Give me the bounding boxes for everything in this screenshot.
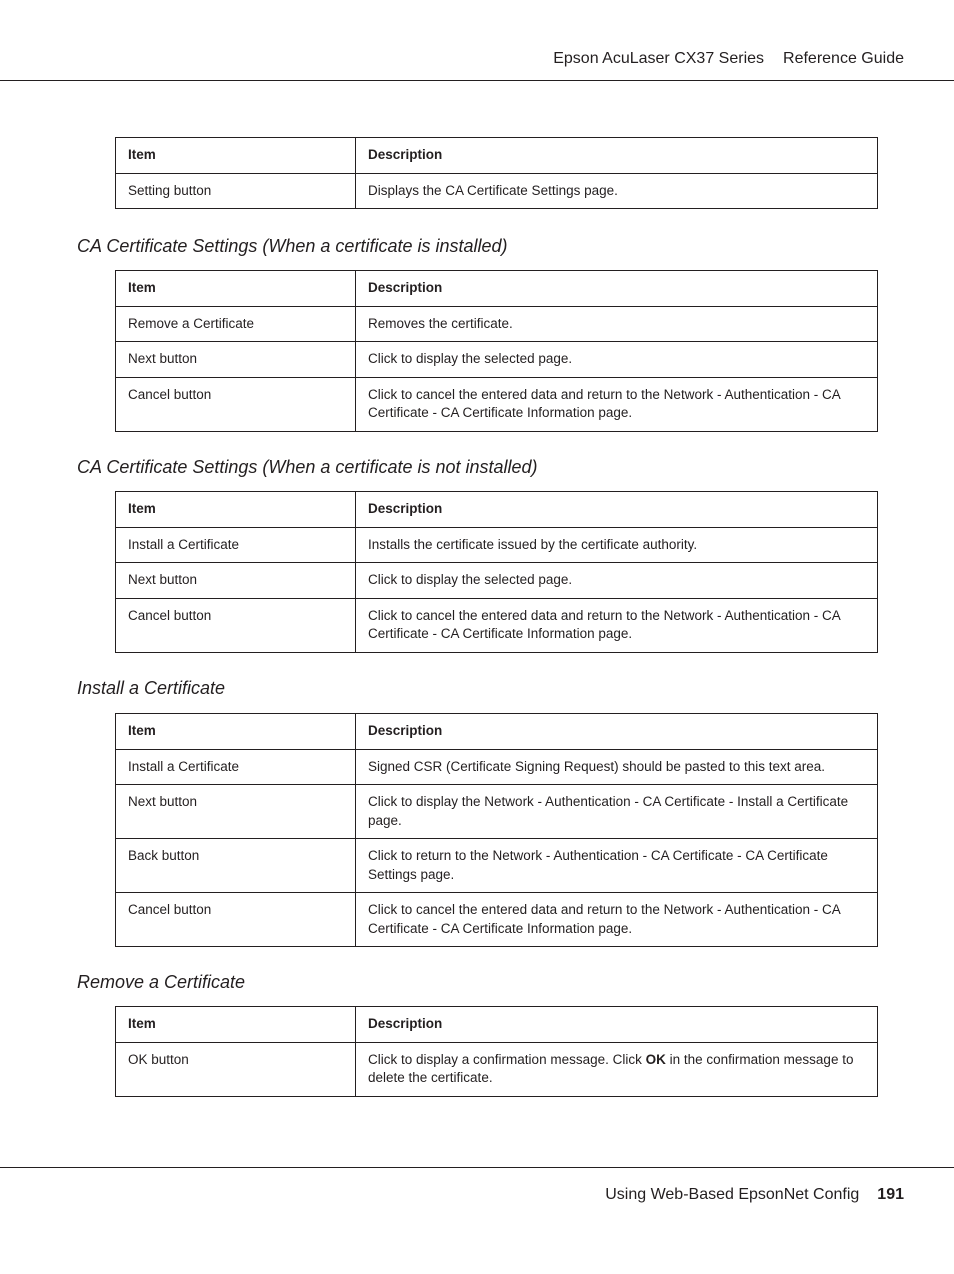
item-cell: OK button <box>116 1042 356 1096</box>
item-cell: Cancel button <box>116 893 356 947</box>
table-row <box>116 839 878 893</box>
table-header-row <box>116 138 878 174</box>
description-cell <box>356 1042 878 1096</box>
page-header <box>553 50 904 68</box>
item-cell: Next button <box>116 785 356 839</box>
description-cell: Installs the certificate issued by the certificate authority. <box>356 527 878 563</box>
guide-name: Reference Guide <box>783 50 904 67</box>
column-header-item: Item <box>116 138 356 174</box>
table-header-row <box>116 1007 878 1043</box>
table-header-row <box>116 271 878 307</box>
table-row <box>116 342 878 378</box>
remove-certificate-table <box>115 1006 878 1097</box>
column-header-item: Item <box>116 271 356 307</box>
table-row <box>116 893 878 947</box>
table-row <box>116 749 878 785</box>
product-name: Epson AcuLaser CX37 Series <box>553 50 765 67</box>
item-cell: Setting button <box>116 173 356 209</box>
description-text: Click to display a confirmation message. Click <box>368 1051 646 1067</box>
page-number: 191 <box>877 1186 904 1203</box>
column-header-item: Item <box>116 714 356 750</box>
column-header-description: Description <box>356 271 878 307</box>
item-cell: Next button <box>116 342 356 378</box>
install-certificate-table <box>115 713 878 947</box>
description-cell: Click to cancel the entered data and return to the Network - Authentication - CA Certificate - CA Certificate Information page. <box>356 377 878 431</box>
section-title: CA Certificate Settings (When a certificate is installed) <box>77 236 508 256</box>
table-row <box>116 527 878 563</box>
description-cell: Click to display the selected page. <box>356 342 878 378</box>
column-header-description: Description <box>356 714 878 750</box>
table-header-row <box>116 714 878 750</box>
item-cell: Install a Certificate <box>116 749 356 785</box>
chapter-title: Using Web-Based EpsonNet Config <box>605 1186 860 1203</box>
description-cell: Signed CSR (Certificate Signing Request) should be pasted to this text area. <box>356 749 878 785</box>
column-header-description: Description <box>356 1007 878 1043</box>
ok-emphasis: OK <box>645 1051 666 1067</box>
header-rule <box>0 80 954 81</box>
table-row <box>116 785 878 839</box>
description-cell: Click to cancel the entered data and return to the Network - Authentication - CA Certificate - CA Certificate Information page. <box>356 598 878 652</box>
setting-table <box>115 137 878 209</box>
item-cell: Back button <box>116 839 356 893</box>
description-text: in the confirmation message to delete the certificate. <box>368 1051 854 1085</box>
column-header-description: Description <box>356 492 878 528</box>
section-title: CA Certificate Settings (When a certificate is not installed) <box>77 457 538 477</box>
item-cell: Next button <box>116 563 356 599</box>
table-row <box>116 306 878 342</box>
ca-settings-not-installed-table <box>115 491 878 653</box>
description-cell: Click to cancel the entered data and return to the Network - Authentication - CA Certificate - CA Certificate Information page. <box>356 893 878 947</box>
page-footer <box>605 1186 904 1204</box>
footer-rule <box>0 1167 954 1168</box>
table-row <box>116 598 878 652</box>
item-cell: Cancel button <box>116 598 356 652</box>
table-row <box>116 377 878 431</box>
description-cell: Click to display the Network - Authentication - CA Certificate - Install a Certificate page. <box>356 785 878 839</box>
column-header-description: Description <box>356 138 878 174</box>
description-cell: Click to return to the Network - Authentication - CA Certificate - CA Certificate Settings page. <box>356 839 878 893</box>
description-cell: Removes the certificate. <box>356 306 878 342</box>
description-cell: Click to display the selected page. <box>356 563 878 599</box>
ca-settings-installed-table <box>115 270 878 432</box>
item-cell: Cancel button <box>116 377 356 431</box>
table-row <box>116 173 878 209</box>
item-cell: Remove a Certificate <box>116 306 356 342</box>
section-title: Remove a Certificate <box>77 972 246 992</box>
column-header-item: Item <box>116 492 356 528</box>
item-cell: Install a Certificate <box>116 527 356 563</box>
table-row <box>116 1042 878 1096</box>
section-title: Install a Certificate <box>77 678 226 698</box>
column-header-item: Item <box>116 1007 356 1043</box>
table-row <box>116 563 878 599</box>
description-cell: Displays the CA Certificate Settings page. <box>356 173 878 209</box>
table-header-row <box>116 492 878 528</box>
